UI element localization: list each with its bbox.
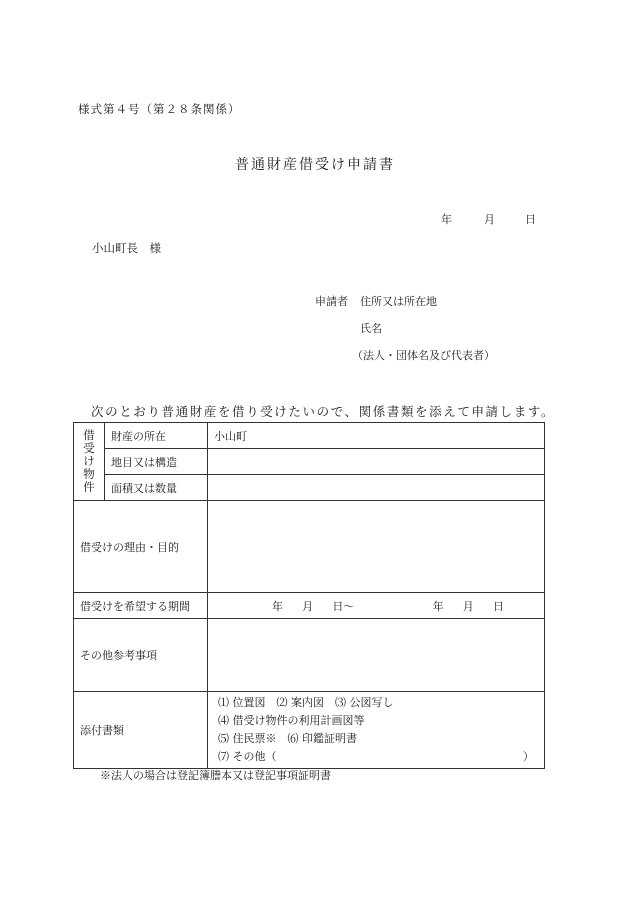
application-table xyxy=(73,422,545,769)
location-label: 財産の所在 xyxy=(105,423,208,449)
attachment-line-4 xyxy=(218,748,534,766)
period-value[interactable] xyxy=(208,593,545,619)
reason-value[interactable] xyxy=(208,501,545,593)
location-row xyxy=(74,423,545,449)
land-value[interactable] xyxy=(208,449,545,475)
attachment-line-3: ⑸ 住民票※ ⑹ 印鑑証明書 xyxy=(218,732,357,745)
land-row xyxy=(74,449,545,475)
reason-label: 借受けの理由・目的 xyxy=(74,501,208,593)
location-value[interactable]: 小山町 xyxy=(208,423,545,449)
footnote: ※法人の場合は登記簿謄本又は登記事項証明書 xyxy=(100,769,331,782)
addressee: 小山町長 様 xyxy=(92,241,161,255)
period-start-day: 日～ xyxy=(332,599,355,613)
date-month-label: 月 xyxy=(484,213,495,226)
period-row xyxy=(74,593,545,619)
period-end-day: 日 xyxy=(492,599,504,613)
intro-text: 次のとおり普通財産を借り受けたいので、関係書類を添えて申請します。 xyxy=(91,404,556,419)
period-label: 借受けを希望する期間 xyxy=(74,593,208,619)
other-value[interactable] xyxy=(208,619,545,692)
area-label: 面積又は数量 xyxy=(105,475,208,501)
property-group-label: 借受け物件 xyxy=(74,423,105,501)
corporate-note: （法人・団体名及び代表者） xyxy=(352,349,495,362)
period-start-month: 月 xyxy=(302,599,314,613)
period-end-month: 月 xyxy=(462,599,474,613)
name-label: 氏名 xyxy=(360,322,382,335)
area-value[interactable] xyxy=(208,475,545,501)
applicant-label: 申請者 xyxy=(315,295,348,308)
other-row xyxy=(74,619,545,692)
reason-row xyxy=(74,501,545,593)
other-label: その他参考事項 xyxy=(74,619,208,692)
area-row xyxy=(74,475,545,501)
attachments-row xyxy=(74,692,545,769)
document-title: 普通財産借受け申請書 xyxy=(235,157,395,173)
period-end-year: 年 xyxy=(432,599,444,613)
attachments-list xyxy=(208,692,545,769)
form-number: 様式第４号（第２８条関係） xyxy=(78,102,241,116)
attachment-line-1: ⑴ 位置図 ⑵ 案内図 ⑶ 公図写し xyxy=(218,696,394,709)
date-year-label: 年 xyxy=(441,213,452,226)
attachments-label: 添付書類 xyxy=(74,692,208,769)
period-start-year: 年 xyxy=(272,599,283,613)
land-label: 地目又は構造 xyxy=(105,449,208,475)
attachment-other-open: ⑺ その他（ xyxy=(218,750,277,763)
date-day-label: 日 xyxy=(525,213,536,226)
address-label: 住所又は所在地 xyxy=(360,295,437,308)
attachment-line-2: ⑷ 借受け物件の利用計画図等 xyxy=(218,714,365,727)
attachment-other-close: ） xyxy=(523,750,534,763)
